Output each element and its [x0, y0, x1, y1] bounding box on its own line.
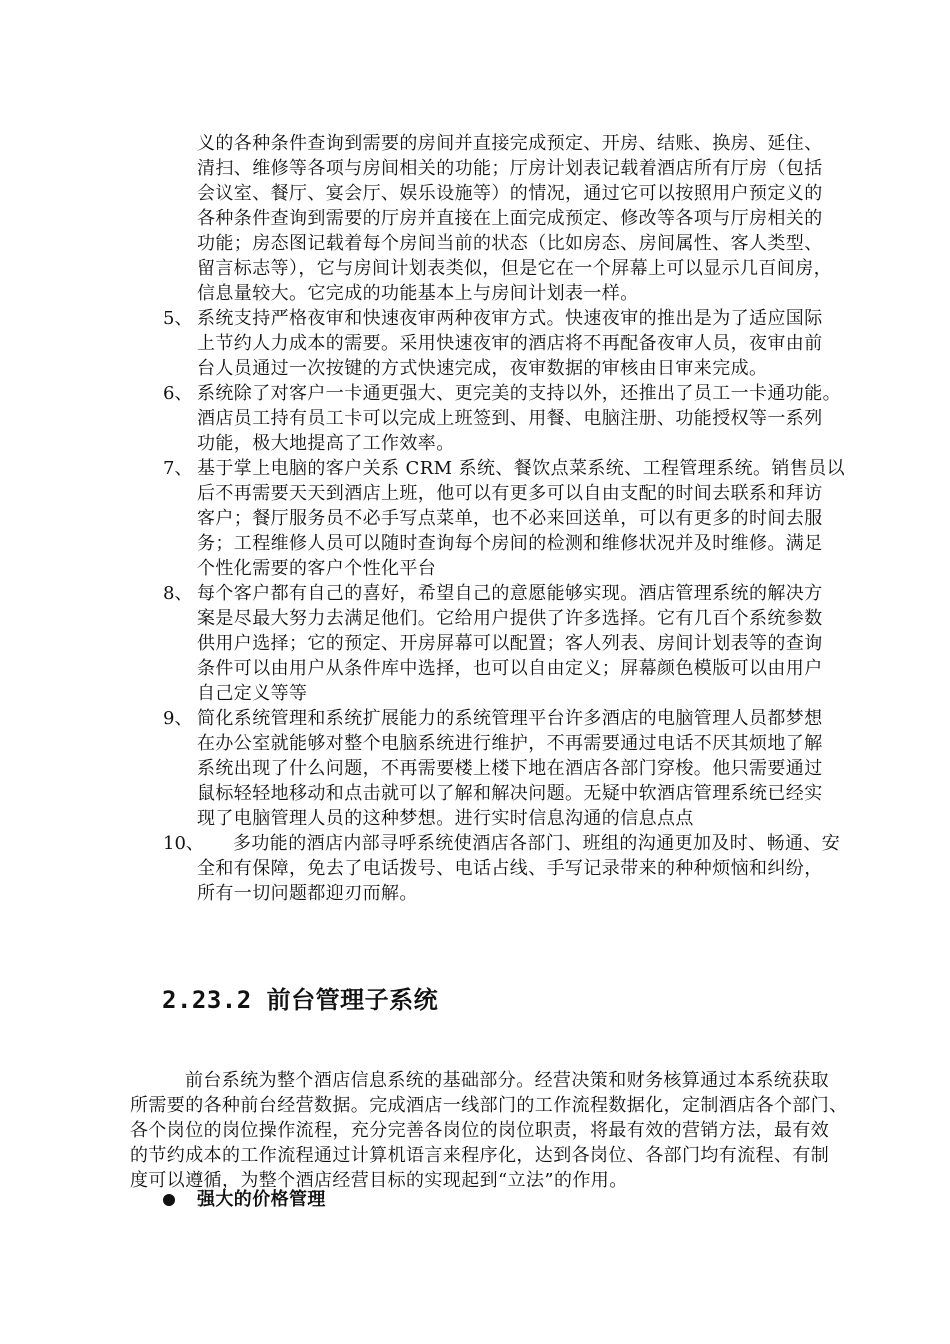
list-item-line: 供用户选择；它的预定、开房屏幕可以配置；客人列表、房间计划表等的查询: [197, 633, 823, 654]
list-item-line: 自己定义等等: [197, 683, 308, 704]
list-item-line: 客户；餐厅服务员不必手写点菜单，也不必来回送单，可以有更多的时间去服: [197, 508, 823, 529]
list-item-line: 后不再需要天天到酒店上班，他可以有更多可以自由支配的时间去联系和拜访: [197, 483, 823, 504]
list-item-line: 基于掌上电脑的客户关系 CRM 系统、餐饮点菜系统、工程管理系统。销售员以: [197, 458, 845, 479]
bullet-item-label: 强大的价格管理: [197, 1189, 326, 1210]
list-item-number: 5、: [163, 308, 193, 329]
section-paragraph-line: 前台系统为整个酒店信息系统的基础部分。经营决策和财务核算通过本系统获取: [185, 1070, 829, 1091]
list-item-line: 案是尽最大努力去满足他们。它给用户提供了许多选择。它有几百个系统参数: [197, 608, 823, 629]
bullet-icon: [163, 1194, 175, 1206]
list-item-line: 酒店员工持有员工卡可以完成上班签到、用餐、电脑注册、功能授权等一系列: [197, 408, 823, 429]
list-item-line: 系统支持严格夜审和快速夜审两种夜审方式。快速夜审的推出是为了适应国际: [197, 308, 823, 329]
list-item-line: 多功能的酒店内部寻呼系统使酒店各部门、班组的沟通更加及时、畅通、安: [233, 833, 841, 854]
list-item-line: 简化系统管理和系统扩展能力的系统管理平台许多酒店的电脑管理人员都梦想: [197, 708, 823, 729]
intro-line: 留言标志等），它与房间计划表类似，但是它在一个屏幕上可以显示几百间房，: [197, 258, 832, 279]
list-item-number: 10、: [163, 833, 204, 854]
section-paragraph-line: 度可以遵循，为整个酒店经营目标的实现起到“立法”的作用。: [130, 1170, 628, 1191]
intro-line: 功能；房态图记载着每个房间当前的状态（比如房态、房间属性、客人类型、: [197, 233, 823, 254]
list-item-line: 系统除了对客户一卡通更强大、更完美的支持以外，还推出了员工一卡通功能。: [197, 383, 841, 404]
list-item-line: 鼠标轻轻地移动和点击就可以了解和解决问题。无疑中软酒店管理系统已经实: [197, 783, 823, 804]
list-item-line: 每个客户都有自己的喜好，希望自己的意愿能够实现。酒店管理系统的解决方: [197, 583, 823, 604]
section-heading: 2.23.2 前台管理子系统: [162, 986, 439, 1014]
list-item-line: 务；工程维修人员可以随时查询每个房间的检测和维修状况并及时维修。满足: [197, 533, 823, 554]
list-item-line: 现了电脑管理人员的这种梦想。进行实时信息沟通的信息点点: [197, 808, 694, 829]
list-item-line: 个性化需要的客户个性化平台: [197, 558, 437, 579]
list-item-number: 8、: [163, 583, 193, 604]
intro-line: 清扫、维修等各项与房间相关的功能；厅房计划表记载着酒店所有厅房（包括: [197, 158, 823, 179]
list-item-line: 系统出现了什么问题，不再需要楼上楼下地在酒店各部门穿梭。他只需要通过: [197, 758, 823, 779]
list-item-line: 所有一切问题都迎刃而解。: [197, 883, 418, 904]
list-item-line: 上节约人力成本的需要。采用快速夜审的酒店将不再配备夜审人员，夜审由前: [197, 333, 823, 354]
intro-line: 信息量较大。它完成的功能基本上与房间计划表一样。: [197, 283, 639, 304]
intro-line: 义的各种条件查询到需要的房间并直接完成预定、开房、结账、换房、延住、: [197, 133, 823, 154]
section-paragraph-line: 所需要的各种前台经营数据。完成酒店一线部门的工作流程数据化，定制酒店各个部门、: [130, 1095, 848, 1116]
section-paragraph-line: 的节约成本的工作流程通过计算机语言来程序化，达到各岗位、各部门均有流程、有制: [130, 1145, 830, 1166]
list-item-line: 台人员通过一次按键的方式快速完成，夜审数据的审核由日审来完成。: [197, 358, 768, 379]
list-item-number: 6、: [163, 383, 193, 404]
list-item-line: 全和有保障，免去了电话拨号、电话占线、手写记录带来的种种烦恼和纠纷，: [197, 858, 823, 879]
list-item-number: 7、: [163, 458, 193, 479]
list-item-line: 条件可以由用户从条件库中选择，也可以自由定义；屏幕颜色模版可以由用户: [197, 658, 823, 679]
list-item-line: 功能，极大地提高了工作效率。: [197, 433, 455, 454]
section-paragraph-line: 各个岗位的岗位操作流程，充分完善各岗位的岗位职责，将最有效的营销方法，最有效: [130, 1120, 830, 1141]
list-item-line: 在办公室就能够对整个电脑系统进行维护，不再需要通过电话不厌其烦地了解: [197, 733, 823, 754]
intro-line: 各种条件查询到需要的厅房并直接在上面完成预定、修改等各项与厅房相关的: [197, 208, 823, 229]
intro-line: 会议室、餐厅、宴会厅、娱乐设施等）的情况，通过它可以按照用户预定义的: [197, 183, 823, 204]
list-item-number: 9、: [163, 708, 193, 729]
